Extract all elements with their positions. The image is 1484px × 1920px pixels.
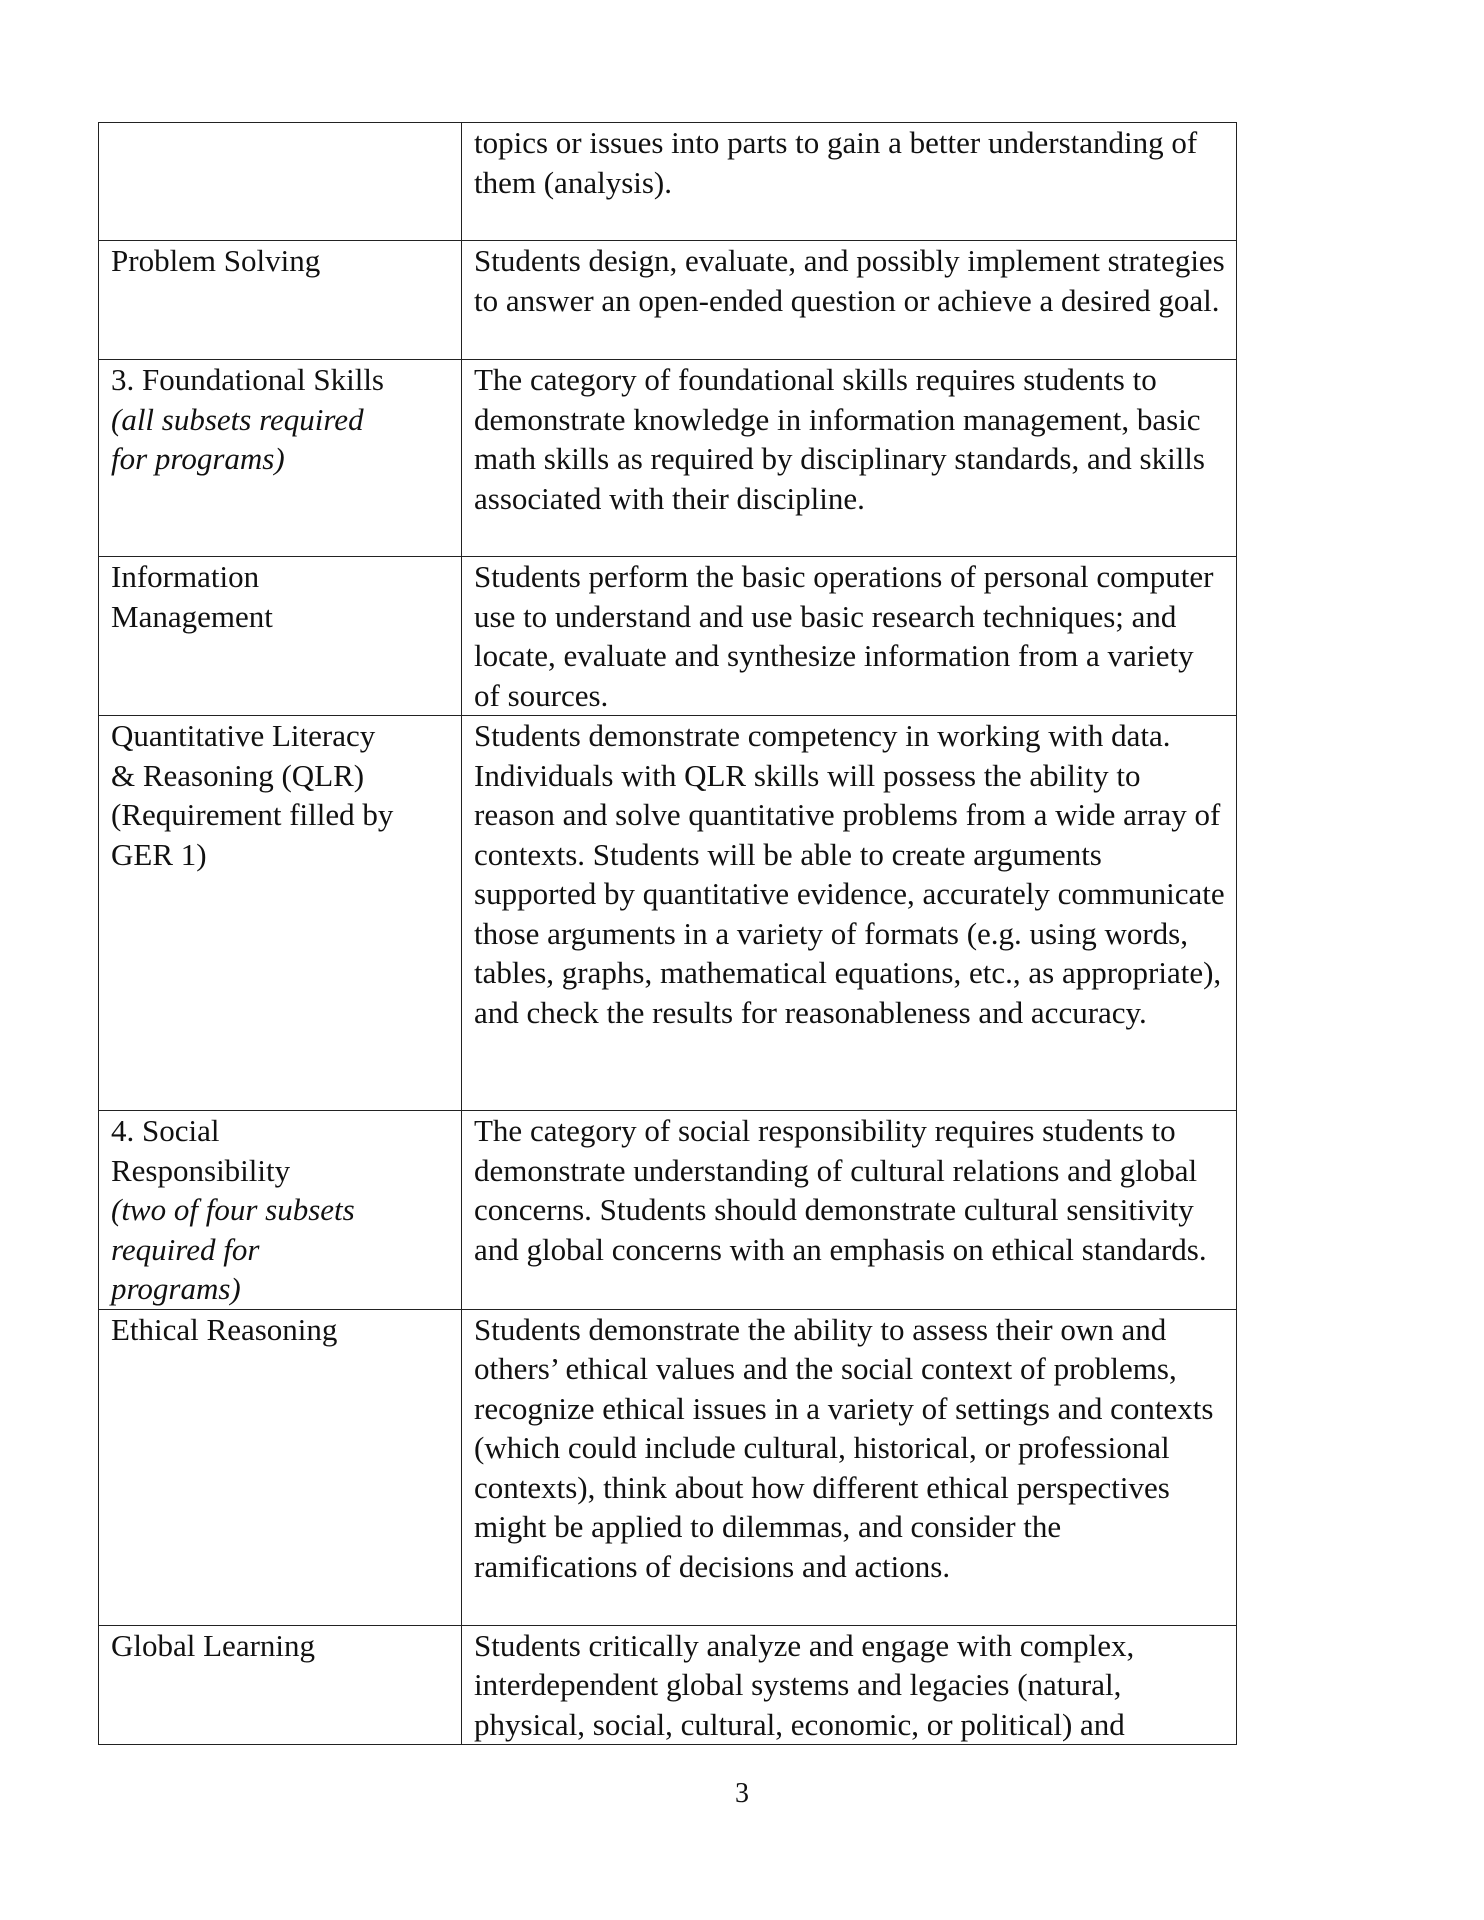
table-row xyxy=(99,1309,1237,1625)
description-text: topics or issues into parts to gain a better understanding of them (analysis). xyxy=(474,125,1198,200)
description-text: The category of social responsibility requires students to demonstrate understanding of cultural relations and global concerns. Students should demonstrate cultural sensitivity and global concerns with an emphasis on ethical standards. xyxy=(474,1113,1207,1267)
category-label: Problem Solving xyxy=(111,243,321,278)
table-row xyxy=(99,557,1237,716)
category-cell xyxy=(99,1625,462,1745)
category-label: GER 1) xyxy=(111,836,207,872)
category-cell xyxy=(99,716,462,1111)
table-row xyxy=(99,716,1237,1111)
page-number: 3 xyxy=(735,1778,749,1809)
category-label: Ethical Reasoning xyxy=(111,1311,338,1347)
category-note: programs) xyxy=(111,1271,241,1306)
table-row xyxy=(99,360,1237,557)
description-text: Students perform the basic operations of personal computer use to understand and use basic research techniques; and locate, evaluate and synthesize information from a variety of sources. xyxy=(474,559,1214,713)
description-cell xyxy=(462,716,1237,1111)
description-text: Students critically analyze and engage with complex, interdependent global systems and legacies (natural, physical, social, cultural, economic, or political) and xyxy=(474,1627,1135,1742)
description-cell xyxy=(462,360,1237,557)
category-label: Information xyxy=(111,559,260,594)
category-note: (two of four subsets xyxy=(111,1192,355,1227)
table-row xyxy=(99,123,1237,241)
category-cell xyxy=(99,360,462,557)
description-cell xyxy=(462,1625,1237,1745)
category-label: Quantitative Literacy xyxy=(111,718,376,753)
description-cell xyxy=(462,1111,1237,1310)
category-label: Management xyxy=(111,598,273,634)
category-cell xyxy=(99,241,462,360)
learning-outcomes-table xyxy=(98,122,1237,1745)
description-text: The category of foundational skills requires students to demonstrate knowledge in information management, basic math skills as required by disciplinary standards, and skills associated with their discipline. xyxy=(474,362,1205,516)
description-cell xyxy=(462,123,1237,241)
description-text: Students design, evaluate, and possibly implement strategies to answer an open-ended question or achieve a desired goal. xyxy=(474,243,1225,318)
category-note: required for xyxy=(111,1231,260,1267)
description-cell xyxy=(462,241,1237,360)
category-note: (all subsets required xyxy=(111,401,364,437)
category-label: 4. Social xyxy=(111,1113,220,1148)
category-label: 3. Foundational Skills xyxy=(111,362,384,397)
table-row xyxy=(99,1111,1237,1310)
category-label: (Requirement filled by xyxy=(111,797,394,832)
category-label: Global Learning xyxy=(111,1627,316,1663)
category-label: & Reasoning (QLR) xyxy=(111,757,365,793)
category-cell xyxy=(99,1111,462,1310)
category-label: Responsibility xyxy=(111,1152,291,1188)
description-cell xyxy=(462,557,1237,716)
description-cell xyxy=(462,1309,1237,1625)
category-cell xyxy=(99,1309,462,1625)
category-cell xyxy=(99,123,462,241)
description-text: Students demonstrate competency in working with data. Individuals with QLR skills will possess the ability to reason and solve quantitative problems from a wide array of contexts. Students will be able to create arguments supported by quantitative evidence, accurately communicate those arguments in a variety of formats (e.g. using words, tables, graphs, mathematical equations, etc., as appropriate), and check the results for reasonableness and accuracy. xyxy=(474,718,1225,1030)
category-cell xyxy=(99,557,462,716)
category-note: for programs) xyxy=(111,441,285,476)
table-row xyxy=(99,241,1237,360)
table-row xyxy=(99,1625,1237,1745)
description-text: Students demonstrate the ability to assess their own and others’ ethical values and the social context of problems, recognize ethical issues in a variety of settings and contexts (which could include cultural, historical, or professional contexts), think about how different ethical perspectives might be applied to dilemmas, and consider the ramifications of decisions and actions. xyxy=(474,1311,1214,1584)
